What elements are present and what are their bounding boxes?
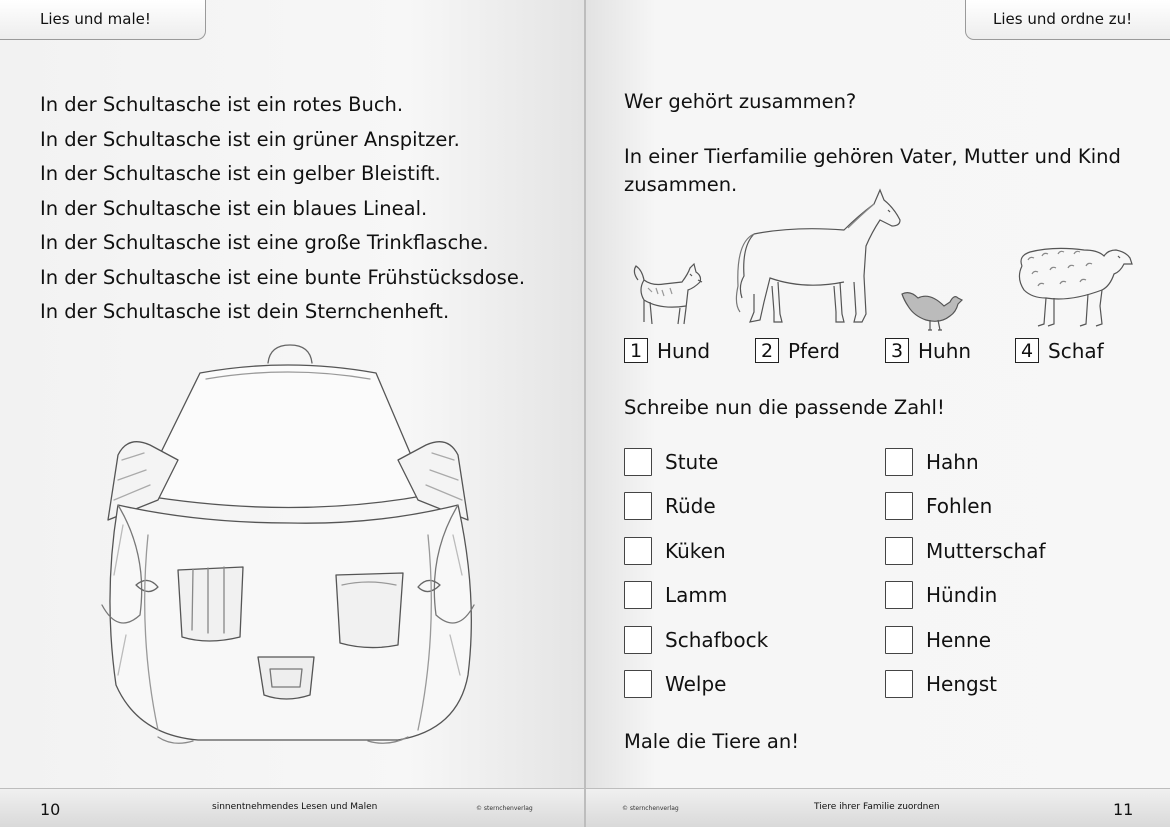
answer-word: Hengst: [926, 672, 997, 696]
school-bag-drawing[interactable]: [78, 335, 498, 760]
number-box: 3: [885, 338, 909, 363]
right-footer: [586, 788, 1170, 827]
answer-word: Welpe: [665, 672, 727, 696]
sentence: In der Schultasche ist ein blaues Lineal.: [40, 196, 428, 220]
animal-name: Schaf: [1048, 338, 1104, 363]
number-box: 1: [624, 338, 648, 363]
answer-row-lamm: [624, 581, 727, 609]
instruction: Schreibe nun die passende Zahl!: [624, 396, 945, 419]
sentence-list: [40, 88, 525, 330]
answer-box[interactable]: [624, 448, 652, 476]
animal-label-hund: [624, 338, 710, 363]
answer-word: Rüde: [665, 494, 716, 518]
answer-row-hahn: [885, 448, 979, 476]
answer-word: Mutterschaf: [926, 539, 1046, 563]
answer-box[interactable]: [885, 626, 913, 654]
answer-box[interactable]: [624, 581, 652, 609]
answer-row-schafbock: [624, 626, 768, 654]
answer-box[interactable]: [885, 581, 913, 609]
animal-labels: [624, 338, 1144, 368]
animal-name: Pferd: [788, 338, 840, 363]
answer-word: Lamm: [665, 583, 728, 607]
answer-box[interactable]: [624, 626, 652, 654]
answer-row-kueken: [624, 537, 726, 565]
page-number: 11: [1113, 800, 1134, 819]
animal-name: Hund: [657, 338, 711, 363]
chicken-icon: [900, 284, 964, 334]
answer-box[interactable]: [624, 670, 652, 698]
dog-icon: [630, 262, 706, 330]
sentence: In der Schultasche ist ein grüner Anspitzer.: [40, 127, 460, 151]
footer-topic: Tiere ihrer Familie zuordnen: [814, 802, 940, 812]
answer-box[interactable]: [624, 537, 652, 565]
closing-instruction: Male die Tiere an!: [624, 730, 800, 753]
answer-word: Schafbock: [665, 628, 769, 652]
animal-label-pferd: [755, 338, 840, 363]
answer-row-mutterschaf: [885, 537, 1046, 565]
page-number: 10: [40, 800, 61, 819]
left-footer: [0, 788, 584, 827]
answer-row-huendin: [885, 581, 997, 609]
sentence: In der Schultasche ist ein gelber Bleistift.: [40, 162, 441, 185]
answer-row-stute: [624, 448, 718, 476]
question: Wer gehört zusammen?: [624, 90, 857, 113]
number-box: 4: [1015, 338, 1039, 363]
publisher-label: © sternchenverlag: [476, 805, 533, 812]
right-page-tab: Lies und ordne zu!: [965, 0, 1170, 40]
sentence: In der Schultasche ist eine bunte Frühstücksdose.: [40, 265, 526, 289]
left-page-tab: Lies und male!: [0, 0, 206, 40]
animal-name: Huhn: [918, 338, 972, 363]
answer-row-ruede: [624, 492, 716, 520]
left-page: [0, 0, 584, 827]
intro-line-2: zusammen.: [624, 173, 738, 196]
sentence: In der Schultasche ist eine große Trinkflasche.: [40, 231, 489, 254]
answer-word: Henne: [926, 628, 991, 652]
horse-icon: [734, 186, 904, 330]
sentence: In der Schultasche ist ein rotes Buch.: [40, 93, 404, 116]
intro-line-1: In einer Tierfamilie gehören Vater, Mutter und Kind: [624, 145, 1121, 168]
animal-label-huhn: [885, 338, 971, 363]
sentence: In der Schultasche ist dein Sternchenheft.: [40, 300, 450, 323]
answer-box[interactable]: [885, 670, 913, 698]
answer-word: Stute: [665, 450, 719, 474]
footer-topic: sinnentnehmendes Lesen und Malen: [212, 802, 378, 812]
answer-box[interactable]: [624, 492, 652, 520]
publisher-label: © sternchenverlag: [622, 805, 679, 812]
sheep-icon: [1014, 246, 1134, 330]
answer-word: Hahn: [926, 450, 979, 474]
answer-word: Hündin: [926, 583, 998, 607]
answer-word: Küken: [665, 539, 726, 563]
answer-row-hengst: [885, 670, 997, 698]
animal-label-schaf: [1015, 338, 1104, 363]
answer-word: Fohlen: [926, 494, 993, 518]
number-box: 2: [755, 338, 779, 363]
answer-box[interactable]: [885, 492, 913, 520]
answer-box[interactable]: [885, 448, 913, 476]
right-page: [586, 0, 1170, 827]
answer-box[interactable]: [885, 537, 913, 565]
answer-row-fohlen: [885, 492, 992, 520]
answer-row-henne: [885, 626, 991, 654]
answer-row-welpe: [624, 670, 726, 698]
